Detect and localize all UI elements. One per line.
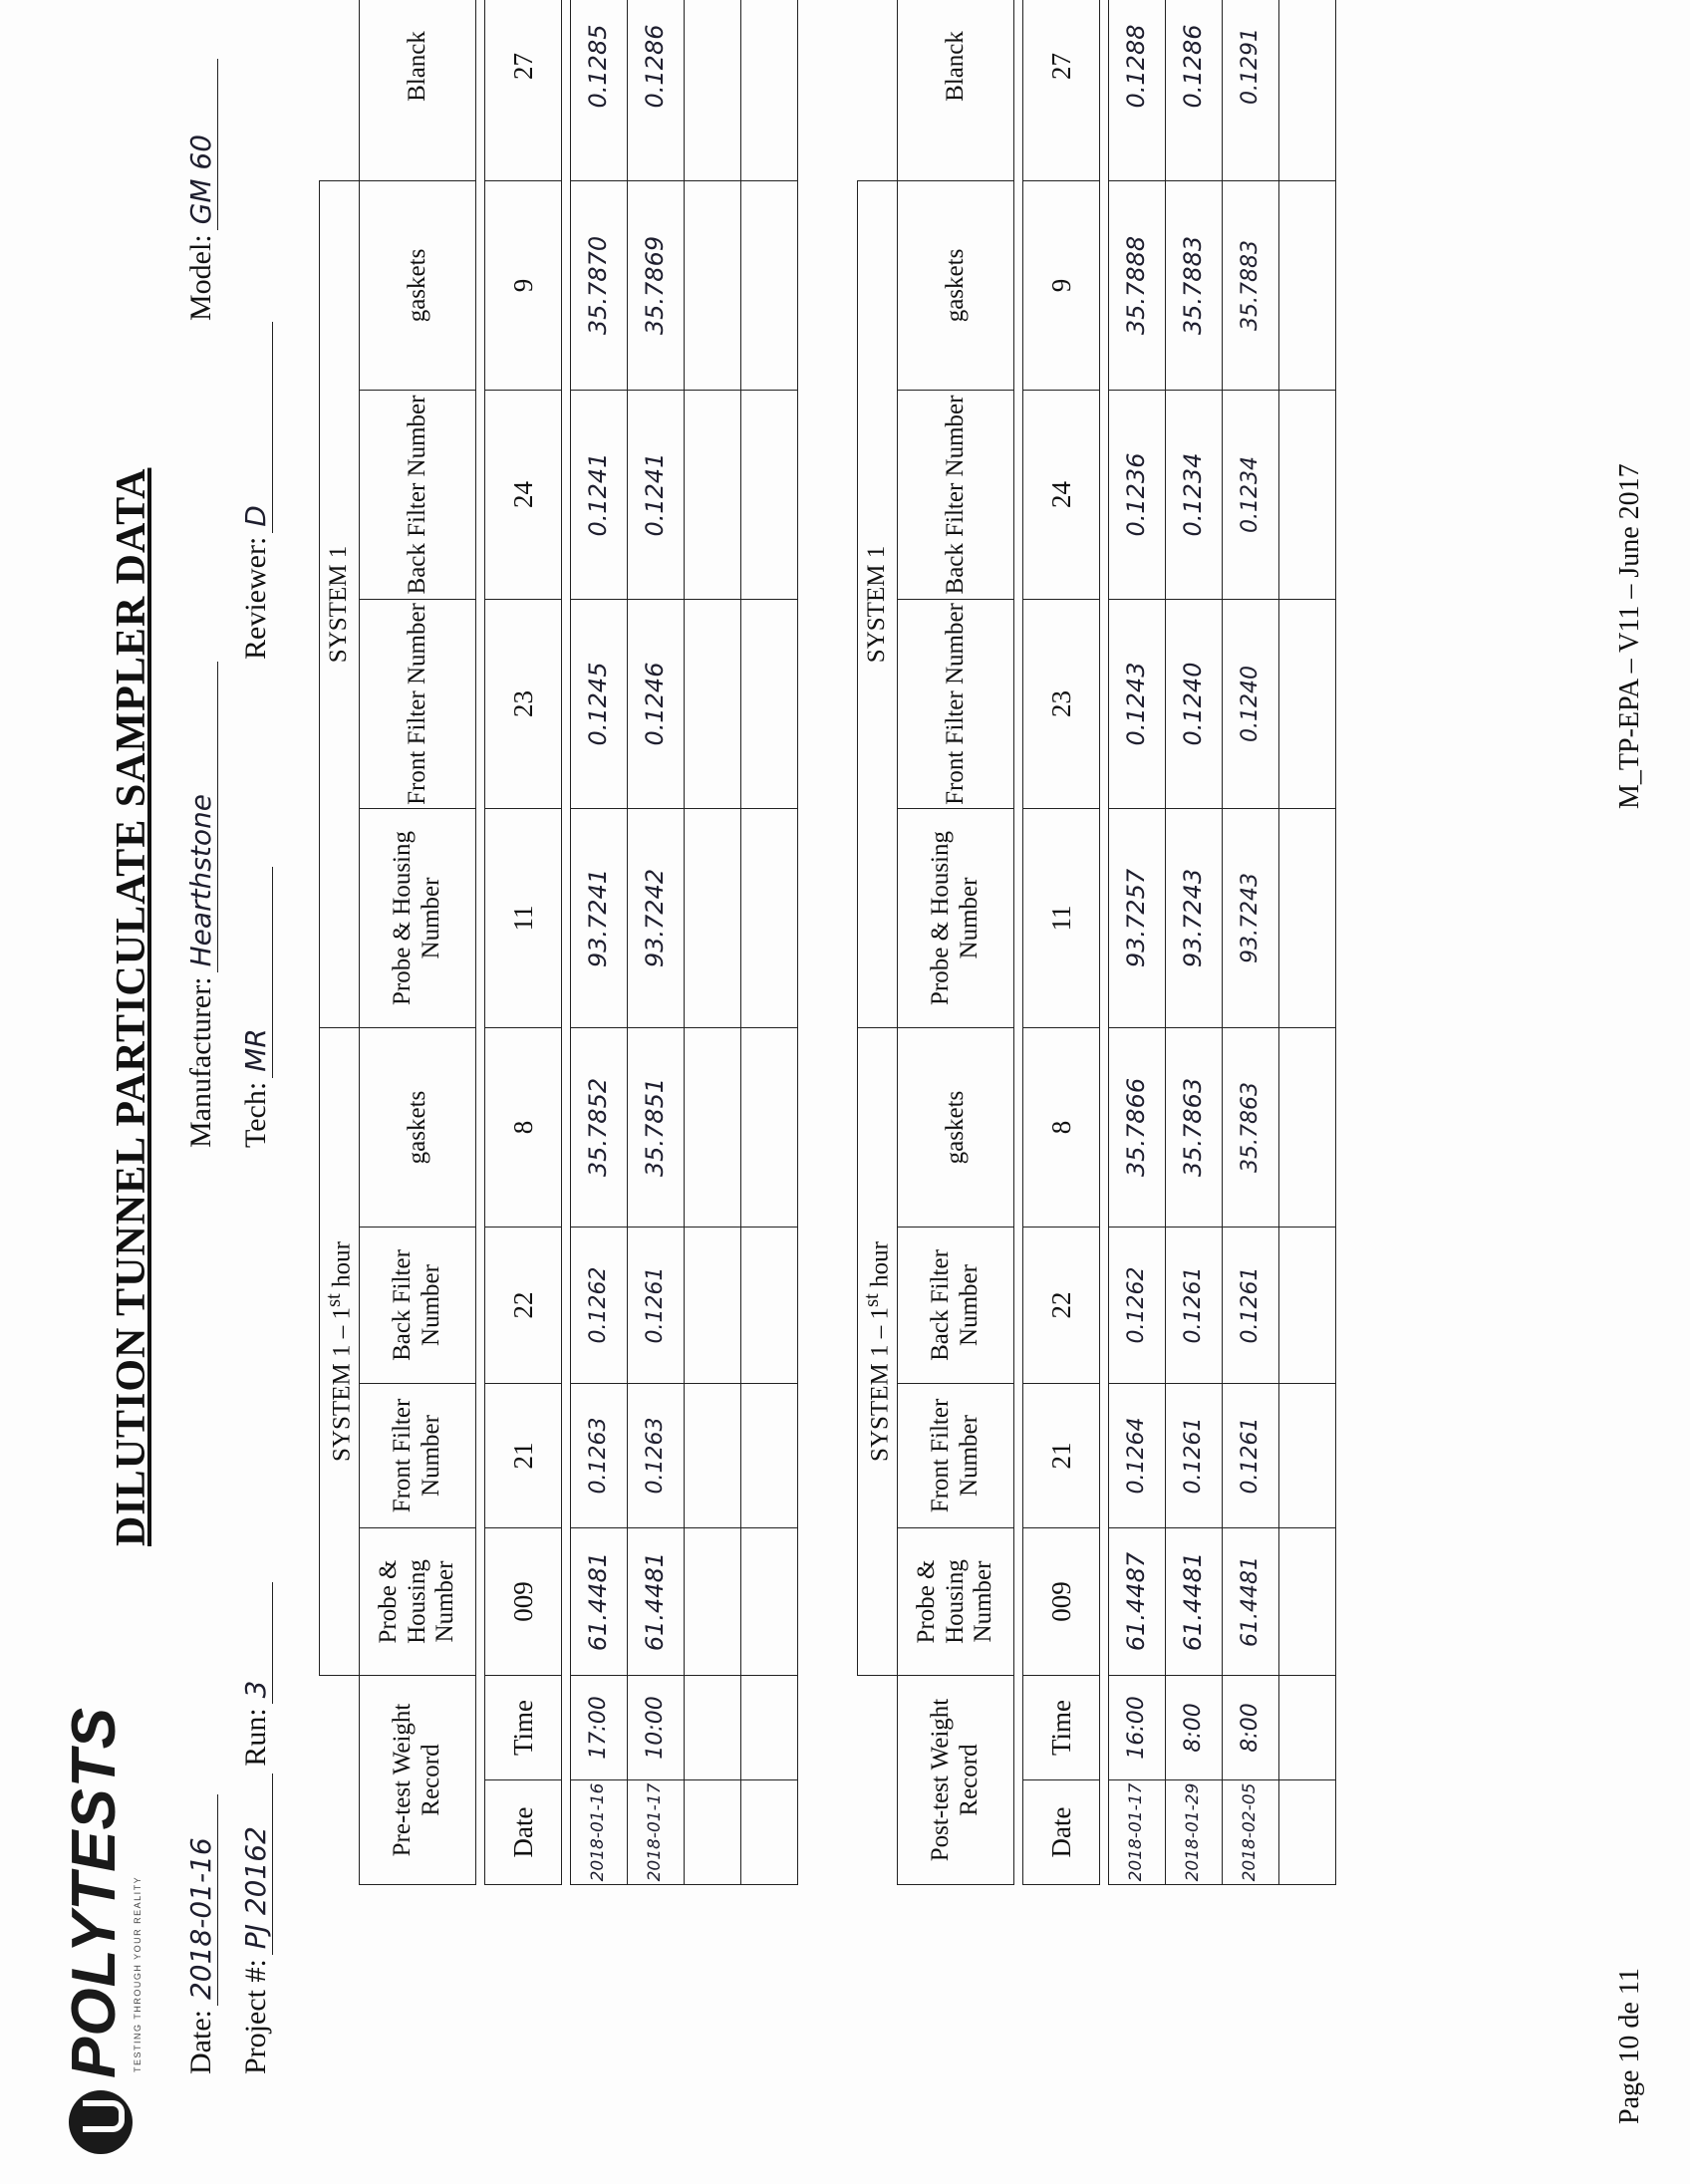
cell-value (741, 180, 798, 390)
equipment-number: 27 (485, 0, 562, 180)
cell-time: 8:00 (1223, 1676, 1279, 1780)
table-row (1279, 0, 1336, 1885)
tech-label: Tech: (239, 1081, 272, 1148)
cell-value: 0.1245 (571, 600, 628, 809)
cell-value (685, 0, 741, 180)
cell-date: 2018-01-29 (1166, 1780, 1223, 1885)
equipment-number: 23 (485, 600, 562, 809)
equipment-number: 23 (1023, 600, 1100, 809)
table-row (685, 0, 741, 1885)
date-field (184, 1794, 218, 2074)
table-row (1166, 0, 1223, 1885)
cell-value: 93.7243 (1223, 809, 1279, 1028)
cell-value (685, 1228, 741, 1384)
cell-time: 10:00 (628, 1676, 685, 1780)
cell-value: 35.7852 (571, 1028, 628, 1228)
cell-value (1279, 1384, 1336, 1528)
equipment-number: 24 (1023, 391, 1100, 600)
equipment-number: 22 (485, 1228, 562, 1384)
cell-value: 93.7243 (1166, 809, 1223, 1028)
reviewer-value: D (239, 322, 273, 533)
model-label: Model: (184, 234, 217, 321)
col-probe-housing: Probe & Housing Number (898, 1528, 1014, 1676)
tech-field (239, 867, 273, 1148)
col-gaskets: gaskets (360, 1028, 476, 1228)
cell-value: 35.7870 (571, 180, 628, 390)
cell-value (741, 809, 798, 1028)
posttest-system1-1st-hour-header: SYSTEM 1 – 1st hour (858, 1028, 898, 1676)
col-front-filter: Front Filter Number (898, 600, 1014, 809)
cell-value (685, 600, 741, 809)
polytests-logo-icon (69, 2090, 133, 2154)
cell-value: 0.1285 (571, 0, 628, 180)
cell-date (1279, 1780, 1336, 1885)
cell-value (685, 1384, 741, 1528)
cell-time: 8:00 (1166, 1676, 1223, 1780)
brand-tagline: TESTING THROUGH YOUR REALITY (133, 1875, 142, 2072)
equipment-number: 9 (1023, 180, 1100, 390)
cell-value (1279, 1028, 1336, 1228)
cell-value (1279, 391, 1336, 600)
cell-value: 35.7869 (628, 180, 685, 390)
project-field (239, 1582, 273, 2074)
cell-value: 0.1262 (571, 1228, 628, 1384)
col-gaskets: gaskets (898, 1028, 1014, 1228)
manufacturer-field (184, 662, 218, 1148)
cell-value: 0.1241 (628, 391, 685, 600)
col-front-filter: Front Filter Number (360, 1384, 476, 1528)
cell-value (1279, 1228, 1336, 1384)
table-row (1109, 0, 1166, 1885)
cell-value: 0.1240 (1223, 600, 1279, 809)
pretest-system1-1st-hour-header: SYSTEM 1 – 1st hour (320, 1028, 360, 1676)
cell-value: 61.4481 (1223, 1528, 1279, 1676)
equipment-number: 27 (1023, 0, 1100, 180)
run-value: 3 (239, 1582, 273, 1704)
cell-value (1279, 600, 1336, 809)
equipment-number: 009 (1023, 1528, 1100, 1676)
cell-value: 35.7863 (1166, 1028, 1223, 1228)
cell-date: 2018-01-16 (571, 1780, 628, 1885)
pretest-system1-header: SYSTEM 1 (320, 180, 360, 1027)
cell-value: 0.1246 (628, 600, 685, 809)
cell-value: 35.7851 (628, 1028, 685, 1228)
reviewer-label: Reviewer: (239, 536, 272, 660)
model-field (184, 59, 218, 321)
cell-value: 0.1234 (1223, 391, 1279, 600)
model-value: GM 60 (184, 59, 218, 230)
cell-value: 0.1240 (1166, 600, 1223, 809)
equipment-number: 11 (485, 809, 562, 1028)
equipment-number: 22 (1023, 1228, 1100, 1384)
cell-value: 35.7863 (1223, 1028, 1279, 1228)
cell-time: 16:00 (1109, 1676, 1166, 1780)
cell-value: 0.1234 (1166, 391, 1223, 600)
brand-name: POLYTESTS (60, 1706, 129, 2078)
col-time: Time (1023, 1676, 1100, 1780)
date-value: 2018-01-16 (184, 1794, 218, 2006)
col-blank: Blanck (898, 0, 1014, 180)
cell-value (741, 391, 798, 600)
cell-time (685, 1676, 741, 1780)
equipment-number: 11 (1023, 809, 1100, 1028)
col-back-filter: Back Filter Number (898, 391, 1014, 600)
col-date: Date (1023, 1780, 1100, 1885)
equipment-number: 21 (485, 1384, 562, 1528)
col-front-filter: Front Filter Number (898, 1384, 1014, 1528)
cell-value: 61.4487 (1109, 1528, 1166, 1676)
cell-value: 35.7866 (1109, 1028, 1166, 1228)
cell-value: 0.1263 (628, 1384, 685, 1528)
run-label: Run: (239, 1708, 272, 1767)
cell-value: 0.1261 (628, 1228, 685, 1384)
pretest-table (319, 24, 798, 1885)
cell-value (685, 180, 741, 390)
cell-value: 0.1263 (571, 1384, 628, 1528)
equipment-number: 24 (485, 391, 562, 600)
cell-value: 0.1243 (1109, 600, 1166, 809)
posttest-table (857, 24, 1336, 1885)
cell-value: 0.1261 (1223, 1384, 1279, 1528)
reviewer-field (239, 322, 273, 660)
col-probe-housing: Probe & Housing Number (360, 809, 476, 1028)
col-probe-housing: Probe & Housing Number (360, 1528, 476, 1676)
cell-time: 17:00 (571, 1676, 628, 1780)
posttest-record-label: Post-test Weight Record (898, 1676, 1014, 1885)
cell-value (1279, 180, 1336, 390)
cell-date: 2018-01-17 (628, 1780, 685, 1885)
cell-value (685, 809, 741, 1028)
cell-value (685, 1028, 741, 1228)
table-row (628, 0, 685, 1885)
page-number: Page 10 de 11 (1614, 1968, 1645, 2124)
cell-value: 61.4481 (628, 1528, 685, 1676)
manufacturer-label: Manufacturer: (184, 976, 217, 1148)
cell-time (741, 1676, 798, 1780)
cell-value (741, 1228, 798, 1384)
equipment-number: 9 (485, 180, 562, 390)
cell-value: 0.1241 (571, 391, 628, 600)
cell-value (741, 0, 798, 180)
cell-date (741, 1780, 798, 1885)
cell-value: 35.7883 (1223, 180, 1279, 390)
table-row (741, 0, 798, 1885)
col-date: Date (485, 1780, 562, 1885)
cell-value (685, 391, 741, 600)
cell-value: 0.1286 (1166, 0, 1223, 180)
col-blank: Blanck (360, 0, 476, 180)
cell-value: 61.4481 (1166, 1528, 1223, 1676)
cell-value (1279, 1528, 1336, 1676)
cell-value: 0.1236 (1109, 391, 1166, 600)
cell-value: 93.7241 (571, 809, 628, 1028)
page-title: DILUTION TUNNEL PARTICULATE SAMPLER DATA (109, 467, 154, 1546)
cell-value (741, 1528, 798, 1676)
cell-value (741, 600, 798, 809)
project-value: PJ 20162 (239, 1774, 273, 1955)
date-label: Date: (184, 2010, 217, 2074)
pretest-record-label: Pre-test Weight Record (360, 1676, 476, 1885)
cell-date (685, 1780, 741, 1885)
cell-value: 0.1264 (1109, 1384, 1166, 1528)
cell-value: 35.7888 (1109, 180, 1166, 390)
col-time: Time (485, 1676, 562, 1780)
cell-value: 0.1261 (1166, 1228, 1223, 1384)
tech-value: MR (239, 867, 273, 1078)
cell-value: 0.1261 (1223, 1228, 1279, 1384)
project-label: Project #: (239, 1959, 272, 2074)
cell-value: 93.7257 (1109, 809, 1166, 1028)
cell-value (741, 1384, 798, 1528)
cell-value: 0.1262 (1109, 1228, 1166, 1384)
cell-value: 0.1291 (1223, 0, 1279, 180)
col-back-filter: Back Filter Number (360, 391, 476, 600)
cell-date: 2018-02-05 (1223, 1780, 1279, 1885)
cell-value: 0.1286 (628, 0, 685, 180)
equipment-number: 21 (1023, 1384, 1100, 1528)
polytests-logo (55, 1706, 164, 2154)
equipment-number: 009 (485, 1528, 562, 1676)
col-front-filter: Front Filter Number (360, 600, 476, 809)
equipment-number: 8 (1023, 1028, 1100, 1228)
cell-time (1279, 1676, 1336, 1780)
col-probe-housing: Probe & Housing Number (898, 809, 1014, 1028)
cell-value (685, 1528, 741, 1676)
posttest-system1-header: SYSTEM 1 (858, 180, 898, 1027)
cell-value: 0.1261 (1166, 1384, 1223, 1528)
cell-value: 0.1288 (1109, 0, 1166, 180)
col-back-filter: Back Filter Number (360, 1228, 476, 1384)
cell-value: 35.7883 (1166, 180, 1223, 390)
cell-value (1279, 0, 1336, 180)
cell-value (741, 1028, 798, 1228)
table-row (571, 0, 628, 1885)
document-version: M_TP-EPA – V11 – June 2017 (1614, 463, 1645, 809)
cell-date: 2018-01-17 (1109, 1780, 1166, 1885)
col-gaskets: gaskets (360, 180, 476, 390)
cell-value: 61.4481 (571, 1528, 628, 1676)
col-gaskets: gaskets (898, 180, 1014, 390)
cell-value: 93.7242 (628, 809, 685, 1028)
manufacturer-value: Hearthstone (184, 662, 218, 972)
col-back-filter: Back Filter Number (898, 1228, 1014, 1384)
table-row (1223, 0, 1279, 1885)
equipment-number: 8 (485, 1028, 562, 1228)
cell-value (1279, 809, 1336, 1028)
